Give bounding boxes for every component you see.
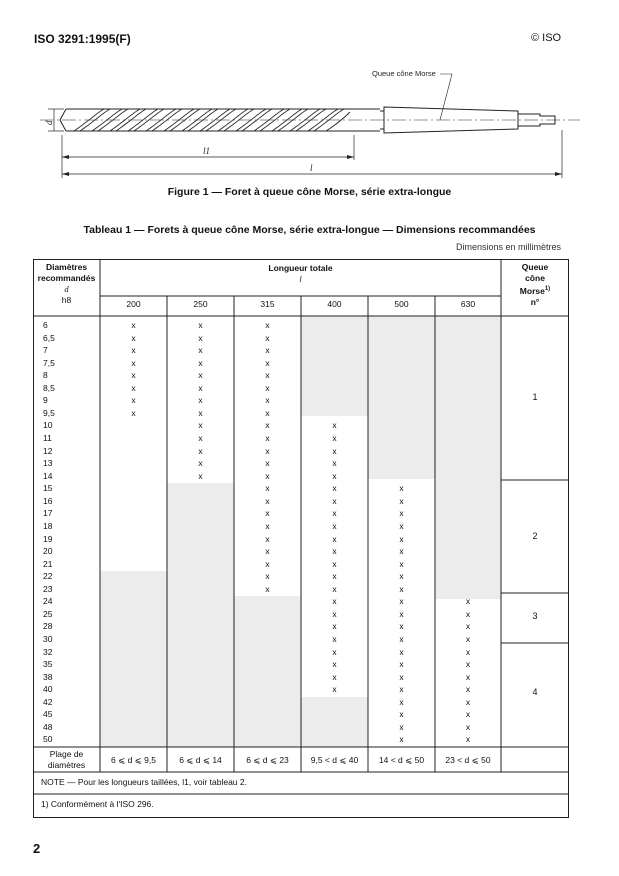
diameter-header-line1: Diamètres xyxy=(45,262,88,272)
diameter-header xyxy=(33,262,100,306)
availability-mark: x xyxy=(399,646,404,657)
availability-mark: x xyxy=(265,332,270,343)
availability-mark: x xyxy=(399,734,404,745)
availability-mark: x xyxy=(265,470,270,481)
figure-caption: Figure 1 — Foret à queue cône Morse, série extra-longue xyxy=(167,186,452,198)
availability-mark: x xyxy=(465,646,471,657)
availability-mark: x xyxy=(265,508,270,519)
availability-mark: x xyxy=(265,382,270,393)
diameter-value: 18 xyxy=(43,520,53,531)
availability-mark: x xyxy=(465,621,471,632)
availability-mark: x xyxy=(332,659,337,670)
table-title: Tableau 1 — Forets à queue cône Morse, série extra-longue — Dimensions recommandées xyxy=(83,224,536,236)
availability-mark: x xyxy=(332,520,337,531)
range-label-line1: Plage de xyxy=(49,749,84,759)
availability-mark: x xyxy=(198,357,203,368)
diameter-value: 7 xyxy=(43,345,48,356)
availability-mark: x xyxy=(131,407,136,418)
availability-mark: x xyxy=(465,608,471,619)
copyright: © ISO xyxy=(531,32,562,44)
availability-mark: x xyxy=(265,533,270,544)
diameter-value: 9 xyxy=(43,395,48,406)
diameter-value: 6 xyxy=(43,320,48,330)
taper-4: 4 xyxy=(532,687,538,697)
availability-mark: x xyxy=(131,395,136,406)
diameter-value: 35 xyxy=(43,659,53,670)
taper-3: 3 xyxy=(532,611,538,621)
availability-mark: x xyxy=(399,659,404,670)
diameter-value: 28 xyxy=(43,621,53,632)
availability-mark: x xyxy=(332,495,337,506)
availability-mark: x xyxy=(265,320,270,330)
length-column-200: 200 xyxy=(126,299,141,309)
table-note: NOTE — Pour les longueurs taillées, l1, voir tableau 2. xyxy=(41,777,247,787)
availability-mark: x xyxy=(265,345,270,356)
diameter-value: 21 xyxy=(43,558,53,569)
standard-reference: ISO 3291:1995(F) xyxy=(34,32,131,46)
diameter-value: 23 xyxy=(43,583,53,594)
availability-mark: x xyxy=(332,483,337,494)
length-header xyxy=(100,263,501,285)
taper-footnote-ref: 1) xyxy=(544,286,551,292)
availability-mark: x xyxy=(332,634,337,644)
availability-mark: x xyxy=(332,671,337,682)
availability-mark: x xyxy=(332,445,337,456)
availability-mark: x xyxy=(131,345,136,356)
availability-mark: x xyxy=(399,608,404,619)
drill-drawing xyxy=(0,60,619,185)
availability-mark: x xyxy=(465,671,471,682)
diameter-range: 6 ⩽ d ⩽ 23 xyxy=(246,755,289,765)
diameter-value: 45 xyxy=(43,709,53,720)
availability-mark: x xyxy=(265,407,270,418)
diameter-value: 42 xyxy=(43,696,53,707)
availability-mark: x xyxy=(399,634,404,644)
availability-mark: x xyxy=(198,345,203,356)
availability-mark: x xyxy=(265,420,270,431)
availability-mark: x xyxy=(399,671,404,682)
availability-mark: x xyxy=(198,470,203,481)
availability-mark: x xyxy=(131,357,136,368)
diameter-value: 16 xyxy=(43,495,53,506)
taper-header xyxy=(501,262,569,308)
diameter-value: 14 xyxy=(43,470,53,481)
availability-mark: x xyxy=(465,659,471,670)
availability-mark: x xyxy=(265,571,270,582)
availability-mark: x xyxy=(332,621,337,632)
taper-header-line4: n° xyxy=(530,296,540,307)
length-column-400: 400 xyxy=(327,299,342,309)
availability-mark: x xyxy=(399,709,404,720)
length-column-250: 250 xyxy=(193,299,208,309)
diameter-value: 6,5 xyxy=(43,332,55,343)
availability-mark: x xyxy=(332,608,337,619)
diameter-value: 8,5 xyxy=(43,382,55,393)
diameter-header-line2: recommandés xyxy=(37,273,96,283)
diameter-symbol: d xyxy=(64,284,69,294)
dim-l-label: l xyxy=(310,163,313,173)
table-grid xyxy=(33,259,569,818)
availability-mark: x xyxy=(399,533,404,544)
availability-mark: x xyxy=(265,458,270,469)
availability-mark: x xyxy=(131,370,136,381)
range-label-line2: diamètres xyxy=(47,759,86,770)
diameter-value: 22 xyxy=(43,571,53,582)
availability-mark: x xyxy=(332,458,337,469)
availability-mark: x xyxy=(399,495,404,506)
availability-mark: x xyxy=(265,583,270,594)
availability-mark: x xyxy=(332,583,337,594)
availability-mark: x xyxy=(265,395,270,406)
availability-mark: x xyxy=(265,495,270,506)
length-column-315: 315 xyxy=(260,299,275,309)
availability-mark: x xyxy=(198,433,203,444)
diameter-value: 12 xyxy=(43,445,53,456)
availability-mark: x xyxy=(332,546,337,557)
availability-mark: x xyxy=(332,558,337,569)
availability-mark: x xyxy=(465,696,471,707)
availability-mark: x xyxy=(332,596,337,607)
availability-mark: x xyxy=(131,332,136,343)
availability-mark: x xyxy=(465,709,471,720)
availability-mark: x xyxy=(198,320,203,330)
length-column-630: 630 xyxy=(460,299,476,309)
page-number: 2 xyxy=(33,841,41,856)
diameter-range: 9,5 < d ⩽ 40 xyxy=(310,755,359,765)
availability-mark: x xyxy=(399,696,404,707)
taper-header-line2: cône xyxy=(525,273,545,283)
availability-mark: x xyxy=(332,470,337,481)
diameter-value: 15 xyxy=(43,483,53,494)
availability-mark: x xyxy=(399,684,404,695)
diameter-value: 19 xyxy=(43,533,53,544)
availability-mark: x xyxy=(265,433,270,444)
range-label xyxy=(33,749,100,770)
diameter-value: 24 xyxy=(43,596,53,607)
availability-mark: x xyxy=(265,546,270,557)
availability-mark: x xyxy=(465,596,471,607)
availability-mark: x xyxy=(265,520,270,531)
diameter-range: 23 < d ⩽ 50 xyxy=(445,755,491,765)
diameter-value: 40 xyxy=(43,684,53,695)
availability-mark: x xyxy=(131,320,136,330)
diameter-range: 14 < d ⩽ 50 xyxy=(378,755,425,765)
length-column-500: 500 xyxy=(394,299,409,309)
availability-mark: x xyxy=(198,370,203,381)
availability-mark: x xyxy=(332,533,337,544)
availability-mark: x xyxy=(399,508,404,519)
dim-l1-label: l1 xyxy=(203,146,211,156)
taper-header-line3: Morse xyxy=(519,285,545,296)
diameter-value: 50 xyxy=(43,734,53,745)
availability-mark: x xyxy=(131,382,136,393)
availability-mark: x xyxy=(399,596,404,607)
availability-mark: x xyxy=(198,420,203,431)
diameter-value: 13 xyxy=(43,458,53,469)
diameter-value: 32 xyxy=(43,646,53,657)
table-footnote: 1) Conformément à l'ISO 296. xyxy=(41,799,154,809)
taper-header-line1: Queue xyxy=(521,262,549,272)
availability-mark: x xyxy=(198,332,203,343)
availability-mark: x xyxy=(332,571,337,582)
availability-mark: x xyxy=(265,445,270,456)
diameter-value: 7,5 xyxy=(43,357,55,368)
availability-mark: x xyxy=(265,483,270,494)
diameter-value: 38 xyxy=(43,671,53,682)
diameter-range: 6 ⩽ d ⩽ 9,5 xyxy=(111,755,156,765)
diameter-value: 17 xyxy=(43,508,53,519)
availability-mark: x xyxy=(265,370,270,381)
availability-mark: x xyxy=(399,520,404,531)
availability-mark: x xyxy=(198,382,203,393)
availability-mark: x xyxy=(399,571,404,582)
dim-d-label: d xyxy=(44,120,54,125)
diameter-tolerance: h8 xyxy=(61,295,72,305)
availability-mark: x xyxy=(265,357,270,368)
availability-mark: x xyxy=(399,546,404,557)
diameter-value: 9,5 xyxy=(43,407,55,418)
diameter-value: 25 xyxy=(43,608,53,619)
availability-mark: x xyxy=(332,433,337,444)
availability-mark: x xyxy=(399,483,404,494)
taper-1: 1 xyxy=(532,392,538,402)
diameter-value: 48 xyxy=(43,721,53,732)
availability-mark: x xyxy=(332,508,337,519)
diameter-value: 20 xyxy=(43,546,53,557)
length-header-label: Longueur totale xyxy=(268,263,333,273)
availability-mark: x xyxy=(399,621,404,632)
dimensions-table xyxy=(33,259,569,818)
diameter-range: 6 ⩽ d ⩽ 14 xyxy=(179,755,222,765)
availability-mark: x xyxy=(465,721,471,732)
diameter-value: 30 xyxy=(43,634,53,644)
diameter-value: 10 xyxy=(43,420,53,431)
availability-mark: x xyxy=(399,558,404,569)
availability-mark: x xyxy=(332,420,337,431)
units-note: Dimensions en millimètres xyxy=(456,242,562,252)
availability-mark: x xyxy=(399,721,404,732)
availability-mark: x xyxy=(198,395,203,406)
availability-mark: x xyxy=(465,684,471,695)
length-symbol: l xyxy=(299,274,302,284)
diameter-value: 8 xyxy=(43,370,48,381)
diameter-value: 11 xyxy=(43,433,52,444)
availability-mark: x xyxy=(265,558,270,569)
availability-mark: x xyxy=(198,407,203,418)
availability-mark: x xyxy=(465,634,471,644)
availability-mark: x xyxy=(198,445,203,456)
availability-mark: x xyxy=(332,684,337,695)
availability-mark: x xyxy=(332,646,337,657)
availability-mark: x xyxy=(399,583,404,594)
taper-2: 2 xyxy=(532,531,538,541)
callout-label: Queue cône Morse xyxy=(372,69,436,78)
availability-mark: x xyxy=(198,458,203,469)
availability-mark: x xyxy=(465,734,471,745)
